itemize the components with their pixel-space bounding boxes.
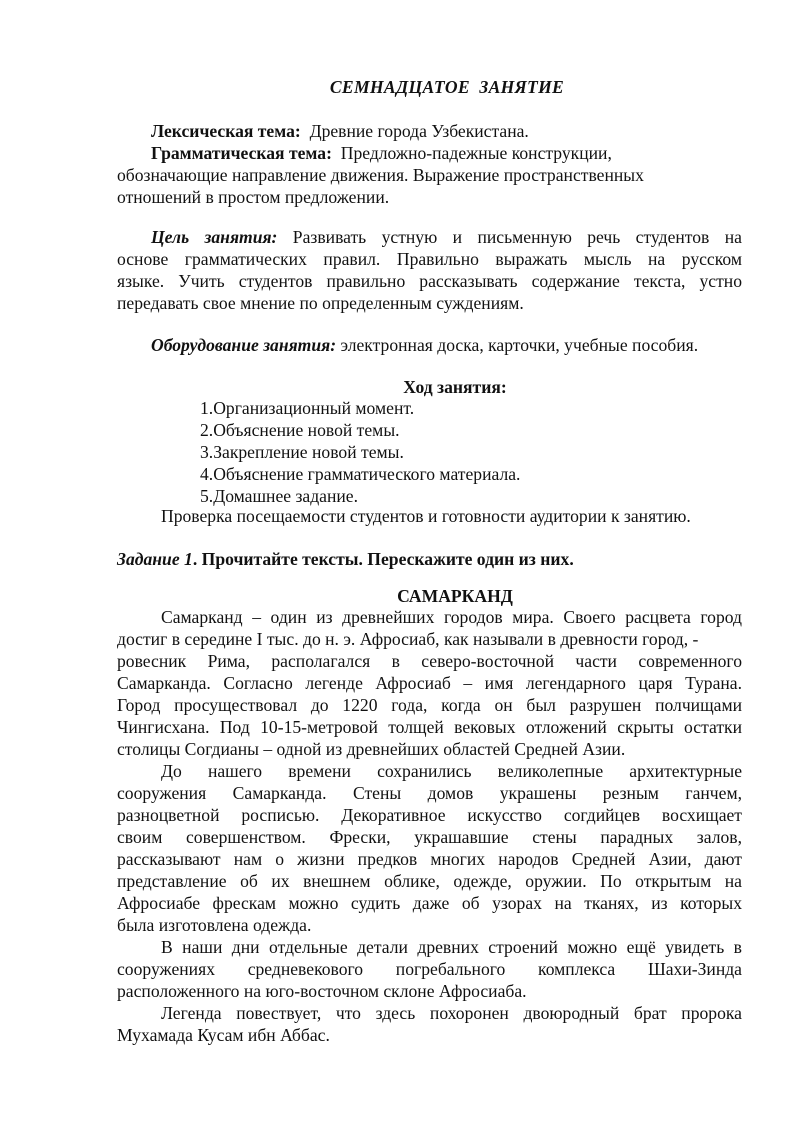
text-line: сооружениях средневекового погребального комплекса Шахи-Зинда (117, 959, 742, 979)
grammar-topic-line3: отношений в простом предложении. (117, 187, 390, 207)
text-line: расположенного на юго-восточном склоне Афросиаба. (117, 981, 527, 1001)
lexical-topic-text: Древние города Узбекистана. (300, 121, 529, 141)
grammar-topic-label: Грамматическая тема: (151, 143, 332, 163)
lexical-topic (117, 120, 742, 142)
text-line: Город просуществовал до 1220 года, когда он был разрушен полчищами (117, 695, 742, 715)
goal-text-1: Развивать устную и письменную речь студентов на (277, 227, 742, 247)
text-line: Чингисхана. Под 10-15-метровой толщей вековых отложений скрыты остатки (117, 717, 742, 737)
topics-block (117, 120, 742, 208)
equipment-text: электронная доска, карточки, учебные пособия. (336, 335, 699, 355)
text-line: рассказывают нам о жизни предков многих народов Средней Азии, дают (117, 849, 742, 869)
text-line: В наши дни отдельные детали древних строений можно ещё увидеть в (161, 937, 742, 957)
text-line: Мухамада Кусам ибн Аббас. (117, 1025, 330, 1045)
text-line: достиг в середине I тыс. до н. э. Афросиаб, как называли в древности город, - (117, 629, 699, 649)
task-text: . Прочитайте тексты. Перескажите один из них. (192, 549, 574, 569)
text-line: Самарканда. Согласно легенде Афросиаб – имя легендарного царя Турана. (117, 673, 742, 693)
goal-label: Цель занятия: (151, 227, 278, 247)
task-label: Задание 1 (117, 549, 193, 569)
paragraph-2 (117, 760, 742, 936)
text-line: была изготовлена одежда. (117, 915, 312, 935)
text-line: разноцветной росписью. Декоративное искусство согдийцев восхищает (117, 805, 742, 825)
equipment-line (117, 334, 742, 356)
paragraph-4 (117, 1002, 742, 1046)
goal-line-4: передавать свое мнение по определенным суждениям. (117, 293, 524, 313)
list-item: 1.Организационный момент. (200, 398, 415, 418)
lexical-topic-label: Лексическая тема: (151, 121, 301, 141)
text-line: сооружения Самарканда. Стены домов украшены резным ганчем, (117, 783, 742, 803)
equipment-block (117, 334, 742, 356)
text-line: своим совершенством. Фрески, украшавшие стены парадных залов, (117, 827, 742, 847)
grammar-topic-line2: обозначающие направление движения. Выражение пространственных (117, 165, 644, 185)
list-item: 4.Объяснение грамматического материала. (200, 464, 521, 484)
lesson-title: СЕМНАДЦАТОЕ ЗАНЯТИЕ (329, 77, 565, 97)
grammar-topic-text: Предложно-падежные конструкции, (331, 143, 612, 163)
task-line (117, 548, 742, 570)
goal-line-1 (117, 226, 742, 248)
goal-line-2: основе грамматических правил. Правильно выражать мысль на русском (117, 249, 742, 269)
attendance-check: Проверка посещаемости студентов и готовности аудитории к занятию. (161, 506, 691, 526)
text-line: ровесник Рима, располагался в северо-восточной части современного (117, 651, 742, 671)
grammar-topic (117, 142, 742, 164)
goal-block (117, 226, 742, 314)
equipment-label: Оборудование занятия: (151, 335, 337, 355)
course-heading: Ход занятия: (403, 377, 507, 397)
list-item: 5.Домашнее задание. (200, 486, 359, 506)
list-item: 2.Объяснение новой темы. (200, 420, 400, 440)
goal-line-3: языке. Учить студентов правильно рассказывать содержание текста, устно (117, 271, 742, 291)
text-line: представление об их внешнем облике, одежде, оружии. По открытым на (117, 871, 742, 891)
paragraph-1 (117, 606, 742, 760)
text-line: столицы Согдианы – одной из древнейших областей Средней Азии. (117, 739, 626, 759)
course-list (200, 397, 520, 507)
text-line: Легенда повествует, что здесь похоронен двоюродный брат пророка (161, 1003, 742, 1023)
text-line: До нашего времени сохранились великолепные архитектурные (161, 761, 742, 781)
paragraph-3 (117, 936, 742, 1002)
text-line: Афросиабе фрескам можно судить даже об узорах на тканях, из которых (117, 893, 742, 913)
text-title: САМАРКАНД (397, 586, 513, 606)
text-line: Самарканд – один из древнейших городов мира. Своего расцвета город (161, 607, 742, 627)
list-item: 3.Закрепление новой темы. (200, 442, 404, 462)
